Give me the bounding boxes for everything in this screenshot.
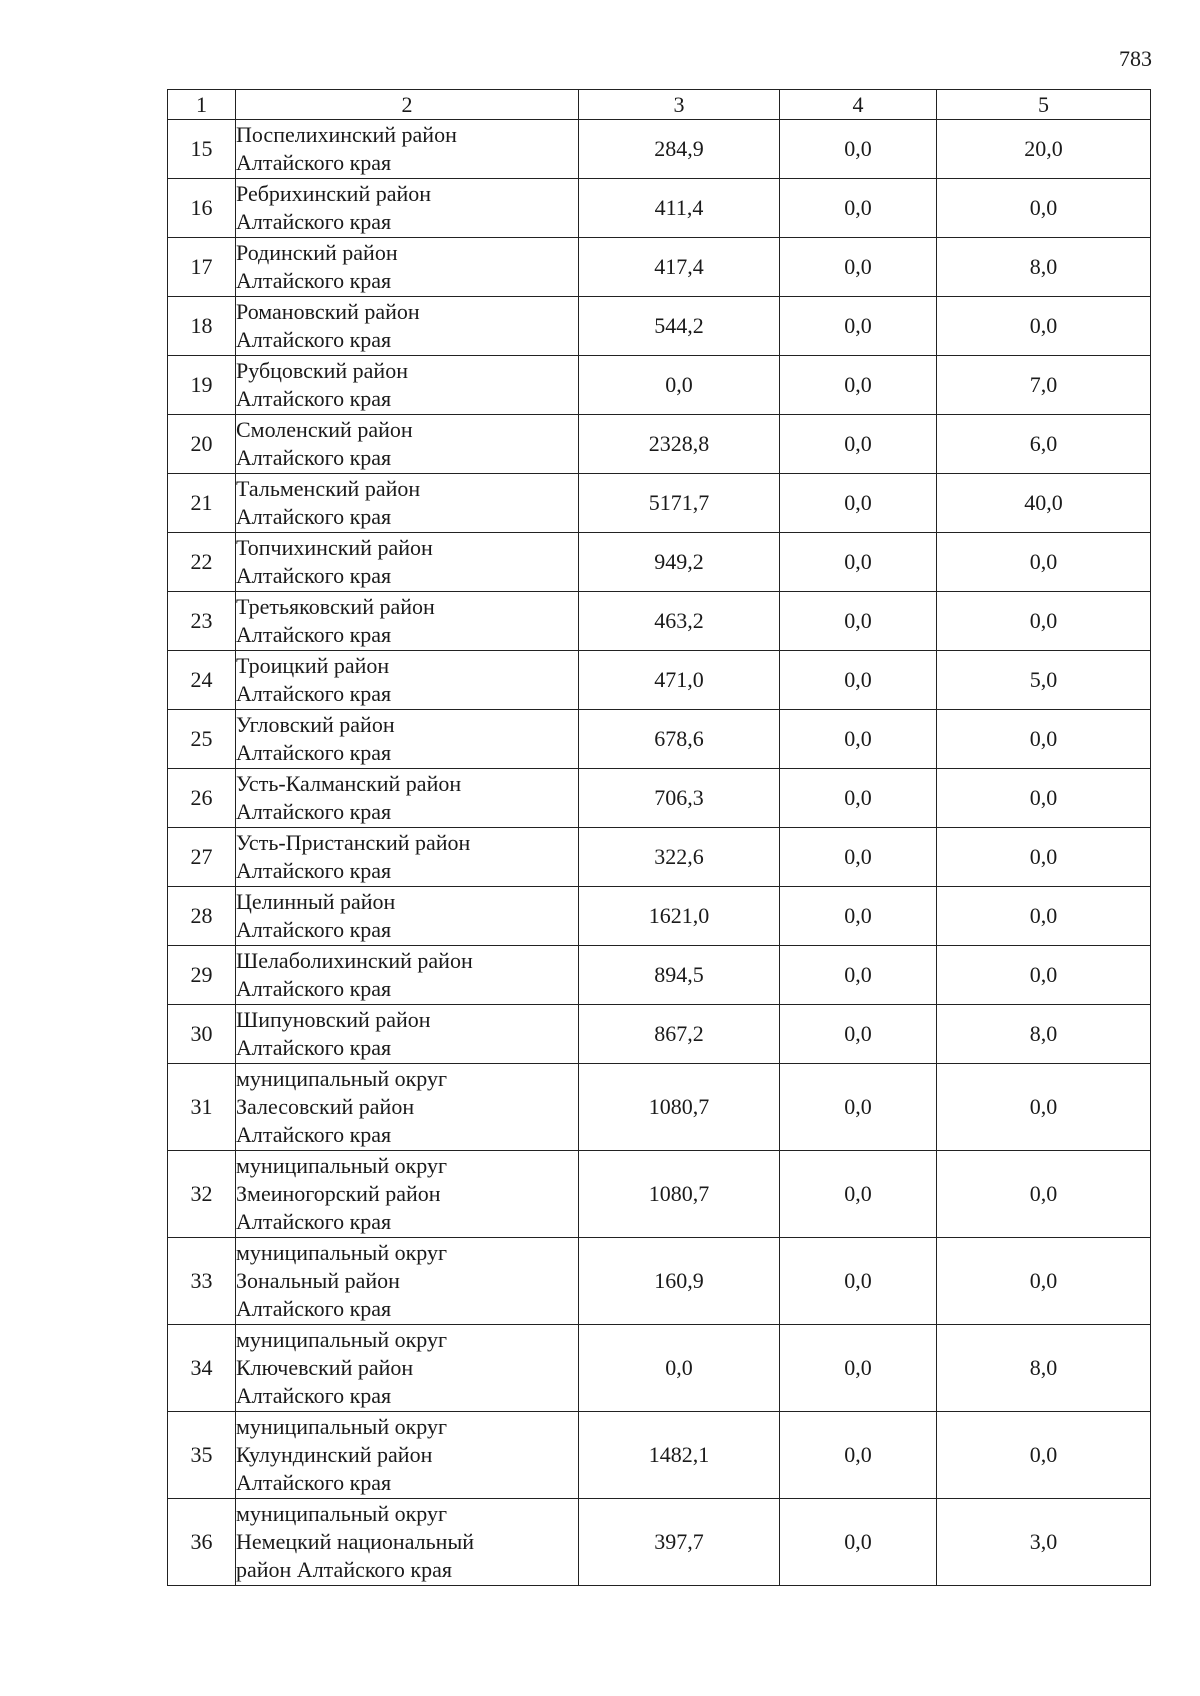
row-number: 26	[168, 769, 236, 828]
value-col-3: 544,2	[579, 297, 780, 356]
value-col-4: 0,0	[780, 474, 937, 533]
row-number: 33	[168, 1238, 236, 1325]
value-col-3: 1080,7	[579, 1151, 780, 1238]
value-col-4: 0,0	[780, 651, 937, 710]
row-number: 17	[168, 238, 236, 297]
value-col-3: 417,4	[579, 238, 780, 297]
row-number: 24	[168, 651, 236, 710]
value-col-3: 322,6	[579, 828, 780, 887]
row-number: 36	[168, 1499, 236, 1586]
header-row	[168, 90, 1151, 120]
district-name: муниципальный округ Змеиногорский район Алтайского края	[236, 1151, 579, 1238]
value-col-4: 0,0	[780, 1499, 937, 1586]
value-col-4: 0,0	[780, 710, 937, 769]
value-col-4: 0,0	[780, 828, 937, 887]
value-col-5: 0,0	[937, 1151, 1151, 1238]
district-name: Усть-Калманский район Алтайского края	[236, 769, 579, 828]
value-col-3: 1621,0	[579, 887, 780, 946]
table-row	[168, 710, 1151, 769]
value-col-4: 0,0	[780, 179, 937, 238]
value-col-4: 0,0	[780, 887, 937, 946]
table-row	[168, 946, 1151, 1005]
value-col-3: 471,0	[579, 651, 780, 710]
value-col-4: 0,0	[780, 1238, 937, 1325]
value-col-5: 3,0	[937, 1499, 1151, 1586]
value-col-5: 40,0	[937, 474, 1151, 533]
district-name: Целинный район Алтайского края	[236, 887, 579, 946]
value-col-4: 0,0	[780, 238, 937, 297]
value-col-4: 0,0	[780, 1005, 937, 1064]
table-row	[168, 1412, 1151, 1499]
table-row	[168, 887, 1151, 946]
table-row	[168, 297, 1151, 356]
value-col-5: 6,0	[937, 415, 1151, 474]
value-col-3: 2328,8	[579, 415, 780, 474]
district-name: Топчихинский район Алтайского края	[236, 533, 579, 592]
row-number: 27	[168, 828, 236, 887]
column-header-5: 5	[937, 90, 1151, 120]
table-row	[168, 1325, 1151, 1412]
value-col-5: 0,0	[937, 592, 1151, 651]
value-col-3: 0,0	[579, 1325, 780, 1412]
value-col-5: 0,0	[937, 946, 1151, 1005]
value-col-4: 0,0	[780, 533, 937, 592]
row-number: 31	[168, 1064, 236, 1151]
district-name: Усть-Пристанский район Алтайского края	[236, 828, 579, 887]
district-name: Рубцовский район Алтайского края	[236, 356, 579, 415]
value-col-5: 7,0	[937, 356, 1151, 415]
district-name: муниципальный округ Ключевский район Алтайского края	[236, 1325, 579, 1412]
value-col-5: 0,0	[937, 887, 1151, 946]
table-row	[168, 179, 1151, 238]
value-col-3: 867,2	[579, 1005, 780, 1064]
row-number: 21	[168, 474, 236, 533]
table-row	[168, 1238, 1151, 1325]
value-col-4: 0,0	[780, 415, 937, 474]
value-col-5: 0,0	[937, 1064, 1151, 1151]
table-row	[168, 592, 1151, 651]
district-name: Поспелихинский район Алтайского края	[236, 120, 579, 179]
value-col-5: 8,0	[937, 1325, 1151, 1412]
table-row	[168, 1064, 1151, 1151]
district-name: муниципальный округ Немецкий национальный район Алтайского края	[236, 1499, 579, 1586]
table-row	[168, 533, 1151, 592]
value-col-5: 0,0	[937, 533, 1151, 592]
value-col-4: 0,0	[780, 1325, 937, 1412]
value-col-3: 411,4	[579, 179, 780, 238]
value-col-3: 678,6	[579, 710, 780, 769]
value-col-5: 0,0	[937, 710, 1151, 769]
table-row	[168, 828, 1151, 887]
row-number: 25	[168, 710, 236, 769]
row-number: 28	[168, 887, 236, 946]
value-col-4: 0,0	[780, 1064, 937, 1151]
value-col-5: 5,0	[937, 651, 1151, 710]
row-number: 29	[168, 946, 236, 1005]
value-col-4: 0,0	[780, 1412, 937, 1499]
table-row	[168, 356, 1151, 415]
data-table	[167, 89, 1151, 1586]
district-name: Тальменский район Алтайского края	[236, 474, 579, 533]
district-name: Угловский район Алтайского края	[236, 710, 579, 769]
value-col-4: 0,0	[780, 946, 937, 1005]
value-col-3: 284,9	[579, 120, 780, 179]
value-col-3: 706,3	[579, 769, 780, 828]
district-name: Родинский район Алтайского края	[236, 238, 579, 297]
value-col-5: 20,0	[937, 120, 1151, 179]
table-row	[168, 1499, 1151, 1586]
value-col-5: 0,0	[937, 297, 1151, 356]
district-name: муниципальный округ Зональный район Алтайского края	[236, 1238, 579, 1325]
row-number: 30	[168, 1005, 236, 1064]
table-row	[168, 1005, 1151, 1064]
value-col-3: 397,7	[579, 1499, 780, 1586]
district-name: муниципальный округ Залесовский район Алтайского края	[236, 1064, 579, 1151]
column-header-4: 4	[780, 90, 937, 120]
table-row	[168, 120, 1151, 179]
row-number: 35	[168, 1412, 236, 1499]
district-name: Романовский район Алтайского края	[236, 297, 579, 356]
table-row	[168, 238, 1151, 297]
value-col-5: 0,0	[937, 179, 1151, 238]
value-col-4: 0,0	[780, 769, 937, 828]
value-col-4: 0,0	[780, 356, 937, 415]
value-col-5: 0,0	[937, 1412, 1151, 1499]
column-header-3: 3	[579, 90, 780, 120]
row-number: 18	[168, 297, 236, 356]
table-row	[168, 415, 1151, 474]
row-number: 22	[168, 533, 236, 592]
table-row	[168, 769, 1151, 828]
row-number: 23	[168, 592, 236, 651]
table-row	[168, 1151, 1151, 1238]
value-col-4: 0,0	[780, 592, 937, 651]
value-col-5: 8,0	[937, 238, 1151, 297]
row-number: 32	[168, 1151, 236, 1238]
value-col-3: 894,5	[579, 946, 780, 1005]
district-name: Смоленский район Алтайского края	[236, 415, 579, 474]
row-number: 20	[168, 415, 236, 474]
column-header-1: 1	[168, 90, 236, 120]
district-name: Троицкий район Алтайского края	[236, 651, 579, 710]
column-header-2: 2	[236, 90, 579, 120]
value-col-5: 0,0	[937, 769, 1151, 828]
district-name: Ребрихинский район Алтайского края	[236, 179, 579, 238]
value-col-4: 0,0	[780, 297, 937, 356]
value-col-3: 1080,7	[579, 1064, 780, 1151]
value-col-3: 1482,1	[579, 1412, 780, 1499]
table-row	[168, 651, 1151, 710]
value-col-3: 160,9	[579, 1238, 780, 1325]
value-col-5: 0,0	[937, 828, 1151, 887]
value-col-4: 0,0	[780, 1151, 937, 1238]
value-col-3: 0,0	[579, 356, 780, 415]
page-number: 783	[1119, 46, 1152, 71]
value-col-4: 0,0	[780, 120, 937, 179]
row-number: 15	[168, 120, 236, 179]
value-col-3: 463,2	[579, 592, 780, 651]
table-row	[168, 474, 1151, 533]
district-name: Шипуновский район Алтайского края	[236, 1005, 579, 1064]
row-number: 19	[168, 356, 236, 415]
value-col-5: 0,0	[937, 1238, 1151, 1325]
district-name: муниципальный округ Кулундинский район Алтайского края	[236, 1412, 579, 1499]
district-name: Третьяковский район Алтайского края	[236, 592, 579, 651]
district-name: Шелаболихинский район Алтайского края	[236, 946, 579, 1005]
row-number: 34	[168, 1325, 236, 1412]
value-col-5: 8,0	[937, 1005, 1151, 1064]
row-number: 16	[168, 179, 236, 238]
value-col-3: 5171,7	[579, 474, 780, 533]
table-body	[168, 120, 1151, 1586]
table-container	[167, 89, 1150, 1586]
value-col-3: 949,2	[579, 533, 780, 592]
